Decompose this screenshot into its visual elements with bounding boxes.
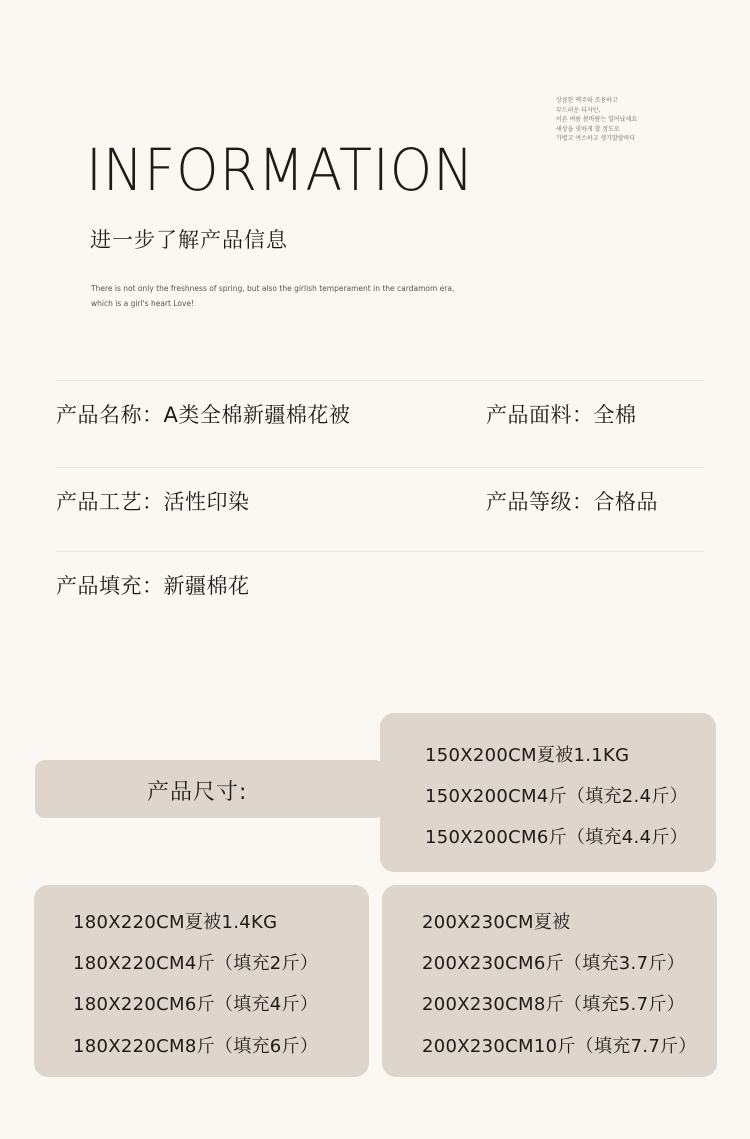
size-line: 180X220CM4斤（填充2斤） [73, 953, 319, 974]
divider [56, 380, 704, 381]
korean-line: 이른 여름 봄바람는 일어났세요 [556, 116, 638, 123]
description-line: which is a girl's heart Love! [91, 299, 195, 308]
size-line: 200X230CM10斤（填充7.7斤） [422, 1036, 697, 1057]
korean-line: 부드러운 디자인, [556, 106, 601, 114]
size-line: 200X230CM8斤（填充5.7斤） [422, 994, 685, 1015]
size-line: 200X230CM夏被 [422, 912, 571, 933]
size-label: 产品尺寸: [147, 780, 248, 805]
size-line: 180X220CM8斤（填充6斤） [73, 1036, 319, 1057]
spec-grade [486, 486, 658, 516]
description [91, 281, 511, 311]
size-line: 180X220CM夏被1.4KG [73, 912, 278, 933]
korean-line: 가볍고 여스하고 생기발랄하다 [556, 135, 636, 142]
korean-text-block [556, 96, 637, 144]
spec-product-name [56, 399, 350, 429]
page-subtitle: 进一步了解产品信息 [90, 228, 288, 252]
divider [56, 467, 704, 468]
spec-label: 产品等级： [486, 490, 594, 514]
spec-filling [56, 570, 250, 600]
spec-value: 新疆棉花 [163, 574, 250, 598]
spec-label: 产品名称： [56, 403, 164, 427]
spec-value: 活性印染 [163, 490, 250, 514]
spec-value: 合格品 [593, 490, 658, 514]
korean-line: 상큼한 맥주와 조용하고 [556, 97, 618, 104]
size-line: 150X200CM6斤（填充4.4斤） [425, 827, 688, 848]
divider [56, 551, 704, 552]
spec-label: 产品工艺： [56, 490, 164, 514]
spec-value: A类全棉新疆棉花被 [163, 403, 351, 427]
size-line: 150X200CM夏被1.1KG [425, 745, 630, 766]
page-title: INFORMATION [86, 136, 475, 204]
size-line: 150X200CM4斤（填充2.4斤） [425, 786, 688, 807]
spec-fabric [486, 399, 637, 429]
description-line: There is not only the freshness of spring, but also the girlish temperament in the cardamom era, [91, 284, 455, 293]
spec-craft [56, 486, 250, 516]
spec-label: 产品填充： [56, 574, 164, 598]
size-line: 200X230CM6斤（填充3.7斤） [422, 953, 685, 974]
size-line: 180X220CM6斤（填充4斤） [73, 994, 319, 1015]
spec-value: 全棉 [593, 403, 637, 427]
korean-line: 새상을 엿하게 할 정도로 [556, 125, 620, 133]
spec-label: 产品面料： [486, 403, 594, 427]
